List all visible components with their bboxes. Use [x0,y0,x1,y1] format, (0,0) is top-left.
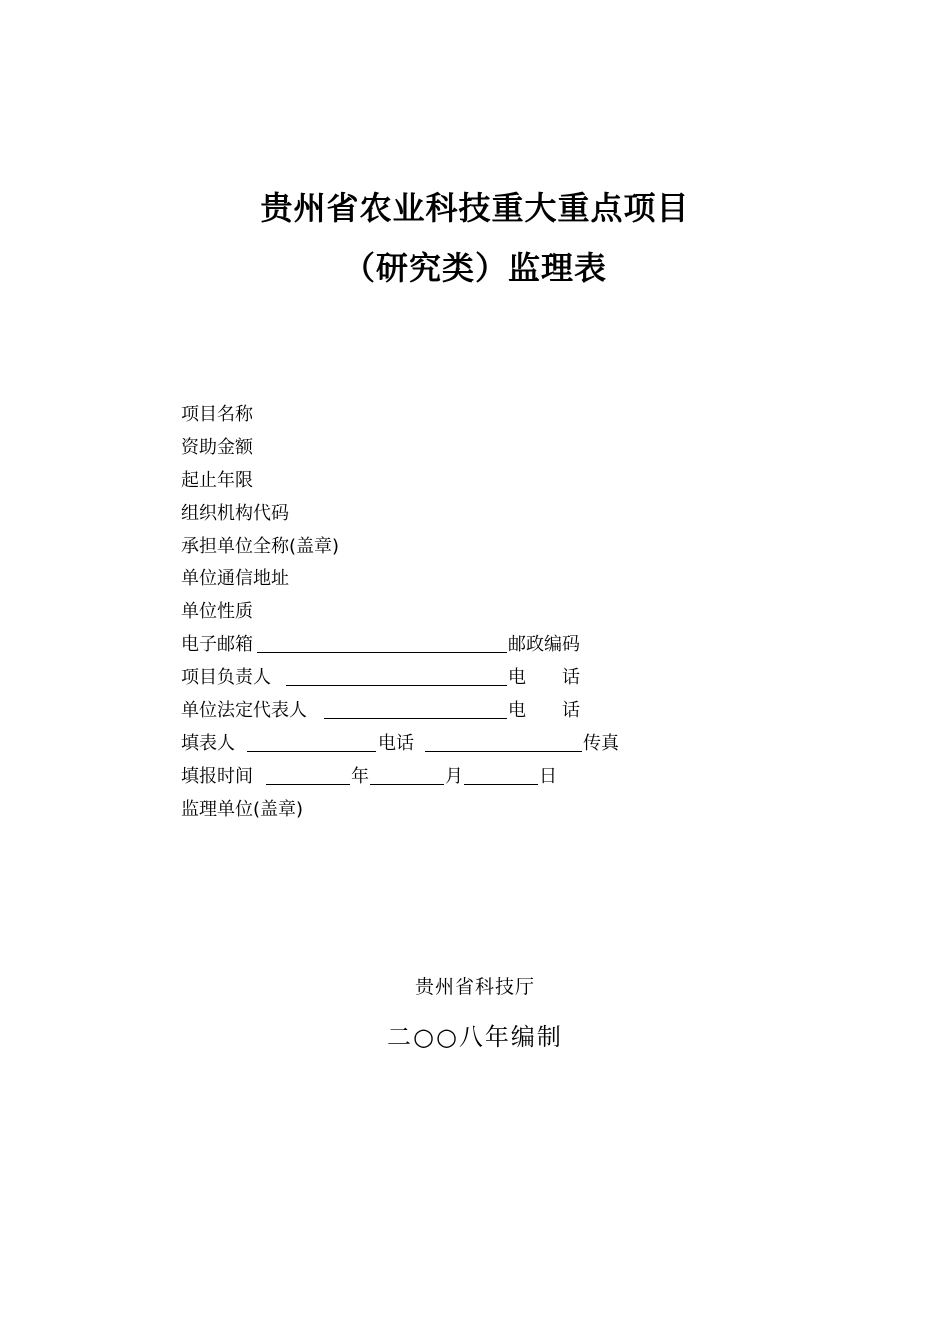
document-title: 贵州省农业科技重大重点项目 [260,189,690,227]
email-label: 电子邮箱 [181,634,253,655]
compilation-date: 二○○八年编制 [387,1023,563,1051]
filler-phone-blank[interactable] [425,751,582,752]
month-label: 月 [445,766,463,787]
phone-label-1: 电 话 [508,667,580,688]
field-filler-row [0,731,950,757]
legal-rep-label: 单位法定代表人 [181,700,307,721]
address-label: 单位通信地址 [181,568,289,589]
field-period [181,468,253,494]
filler-label: 填表人 [181,733,235,754]
field-funding-amount [181,435,253,461]
filler-blank[interactable] [247,751,376,752]
issuing-organization: 贵州省科技厅 [414,976,535,998]
document-subtitle: （研究类）监理表 [342,249,607,287]
day-blank[interactable] [464,784,538,785]
field-unit-nature [181,599,253,625]
fill-date-label: 填报时间 [181,766,253,787]
field-org-code [181,501,289,527]
fax-label: 传真 [583,733,619,754]
field-supervisor [181,797,303,823]
field-project-name [181,402,253,428]
legal-rep-blank[interactable] [324,718,507,719]
funding-amount-label: 资助金额 [181,437,253,458]
filler-phone-label: 电话 [378,733,414,754]
field-undertaker [181,534,339,560]
day-label: 日 [539,766,557,787]
project-name-label: 项目名称 [181,404,253,425]
month-blank[interactable] [370,784,444,785]
year-label: 年 [351,766,369,787]
org-code-label: 组织机构代码 [181,503,289,524]
email-blank[interactable] [257,652,507,653]
undertaker-label: 承担单位全称(盖章) [181,536,340,557]
supervisor-label: 监理单位(盖章) [181,799,304,820]
field-date-row [0,764,950,790]
field-address [181,566,289,592]
postcode-label: 邮政编码 [508,634,580,655]
year-blank[interactable] [266,784,350,785]
phone-label-2: 电 话 [508,700,580,721]
period-label: 起止年限 [181,470,253,491]
field-email-row [0,632,950,658]
project-leader-label: 项目负责人 [181,667,271,688]
unit-nature-label: 单位性质 [181,601,253,622]
project-leader-blank[interactable] [286,685,507,686]
field-leader-row [0,665,950,691]
field-legal-rep-row [0,698,950,724]
